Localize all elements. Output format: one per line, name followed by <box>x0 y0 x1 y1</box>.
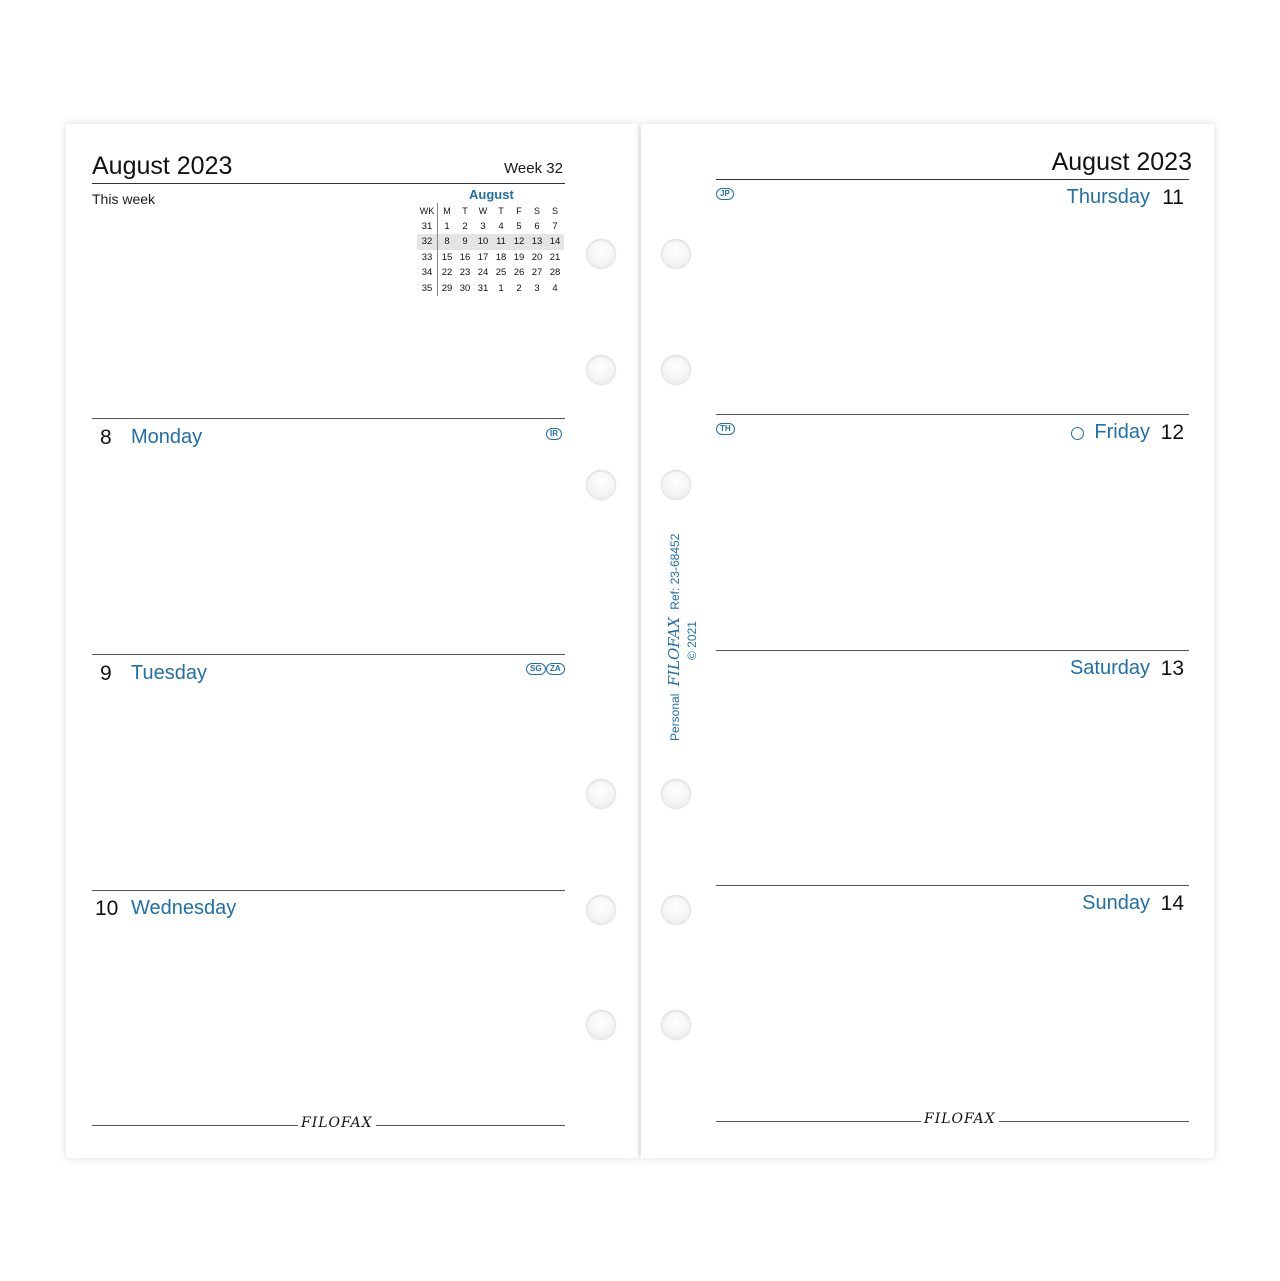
day-divider <box>92 654 565 655</box>
punch-hole <box>586 1010 616 1040</box>
punch-hole <box>661 239 691 269</box>
mini-cal-header: S <box>551 205 558 216</box>
mini-calendar-current-week-row <box>417 234 564 250</box>
date-cell: 2 <box>516 282 522 294</box>
date-cell: 18 <box>495 251 507 263</box>
date-cell: 4 <box>498 220 504 232</box>
mini-calendar-row <box>417 281 564 297</box>
date-cell: 6 <box>534 220 540 232</box>
holiday-badge: TH <box>716 423 735 435</box>
week-number-cell: 34 <box>417 265 438 281</box>
day-number-saturday: 13 <box>1160 657 1184 680</box>
date-cell: 30 <box>459 282 471 294</box>
date-cell: 21 <box>549 251 561 263</box>
mini-calendar-month: August <box>469 187 514 202</box>
week-number-cell: 31 <box>417 219 438 235</box>
mini-calendar-row <box>417 265 564 281</box>
date-cell: 17 <box>477 251 489 263</box>
week-number-cell: 33 <box>417 250 438 266</box>
date-cell: 23 <box>459 267 471 279</box>
date-cell: 11 <box>492 234 510 250</box>
date-cell: 12 <box>510 234 528 250</box>
day-name-sunday: Sunday <box>1082 892 1150 914</box>
date-cell: 14 <box>546 234 564 250</box>
punch-hole <box>586 355 616 385</box>
holiday-badge: IR <box>546 428 562 440</box>
date-cell: 22 <box>441 267 453 279</box>
date-cell: 25 <box>495 267 507 279</box>
day-number-monday: 8 <box>100 426 112 449</box>
day-name-thursday: Thursday <box>1066 186 1150 208</box>
date-cell: 29 <box>441 282 453 294</box>
date-cell: 24 <box>477 267 489 279</box>
mini-calendar <box>417 203 564 296</box>
punch-hole <box>661 355 691 385</box>
spine-copyright: © 2021 <box>685 621 699 660</box>
mini-cal-header: WK <box>417 203 438 219</box>
date-cell: 15 <box>441 251 453 263</box>
date-cell: 10 <box>474 234 492 250</box>
punch-hole <box>586 239 616 269</box>
page-title: August 2023 <box>92 152 233 180</box>
spine-text-line-1 <box>665 534 683 741</box>
header-rule <box>716 179 1189 180</box>
date-cell: 1 <box>498 282 504 294</box>
date-cell: 13 <box>528 234 546 250</box>
punch-hole <box>661 1010 691 1040</box>
spine-ref: Ref: 23-68452 <box>668 533 682 610</box>
mini-cal-header: S <box>533 205 540 216</box>
full-moon-icon <box>1071 427 1084 440</box>
spine-size: Personal <box>668 693 682 741</box>
mini-cal-header: W <box>478 205 488 216</box>
week-number: Week 32 <box>504 160 563 177</box>
mini-calendar-row <box>417 219 564 235</box>
date-cell: 27 <box>531 267 543 279</box>
mini-cal-header: M <box>443 205 451 216</box>
day-number-tuesday: 9 <box>100 662 112 685</box>
spine-brand: FILOFAX <box>665 617 683 687</box>
this-week-label: This week <box>92 191 156 207</box>
punch-hole <box>586 470 616 500</box>
punch-hole <box>661 779 691 809</box>
date-cell: 8 <box>438 234 457 250</box>
date-cell: 1 <box>444 220 450 232</box>
punch-hole <box>661 470 691 500</box>
date-cell: 3 <box>480 220 486 232</box>
mini-calendar-header-row <box>417 203 564 219</box>
date-cell: 20 <box>531 251 543 263</box>
header-rule <box>92 183 565 184</box>
holiday-badge: JP <box>716 188 734 200</box>
date-cell: 5 <box>516 220 522 232</box>
day-name-monday: Monday <box>131 426 203 448</box>
week-number-cell: 32 <box>417 234 438 250</box>
day-number-thursday: 11 <box>1162 186 1184 209</box>
day-divider <box>92 418 565 419</box>
day-divider <box>92 890 565 891</box>
mini-cal-header: T <box>498 205 504 216</box>
holiday-badge: SG <box>526 663 546 675</box>
punch-hole <box>661 895 691 925</box>
date-cell: 2 <box>462 220 468 232</box>
day-number-sunday: 14 <box>1160 892 1184 915</box>
punch-hole <box>586 895 616 925</box>
day-number-wednesday: 10 <box>95 897 119 920</box>
day-number-friday: 12 <box>1160 421 1184 444</box>
day-name-tuesday: Tuesday <box>131 662 207 684</box>
mini-calendar-row <box>417 250 564 266</box>
right-page <box>641 124 1214 1158</box>
date-cell: 9 <box>456 234 474 250</box>
week-number-cell: 35 <box>417 281 438 297</box>
left-page <box>66 124 638 1158</box>
day-name-friday: Friday <box>1094 421 1150 443</box>
date-cell: 4 <box>552 282 558 294</box>
filofax-logo: FILOFAX <box>921 1111 999 1127</box>
mini-cal-header: F <box>516 205 522 216</box>
day-name-saturday: Saturday <box>1069 657 1150 679</box>
date-cell: 28 <box>549 267 561 279</box>
date-cell: 16 <box>459 251 471 263</box>
day-divider <box>716 414 1189 415</box>
date-cell: 19 <box>513 251 525 263</box>
punch-hole <box>586 779 616 809</box>
day-divider <box>716 885 1189 886</box>
day-name-wednesday: Wednesday <box>131 897 237 919</box>
page-title: August 2023 <box>1051 148 1192 176</box>
date-cell: 3 <box>534 282 540 294</box>
filofax-logo: FILOFAX <box>298 1115 376 1131</box>
date-cell: 26 <box>513 267 525 279</box>
day-divider <box>716 650 1189 651</box>
date-cell: 7 <box>552 220 558 232</box>
holiday-badge: ZA <box>546 663 565 675</box>
date-cell: 31 <box>477 282 489 294</box>
mini-cal-header: T <box>462 205 468 216</box>
